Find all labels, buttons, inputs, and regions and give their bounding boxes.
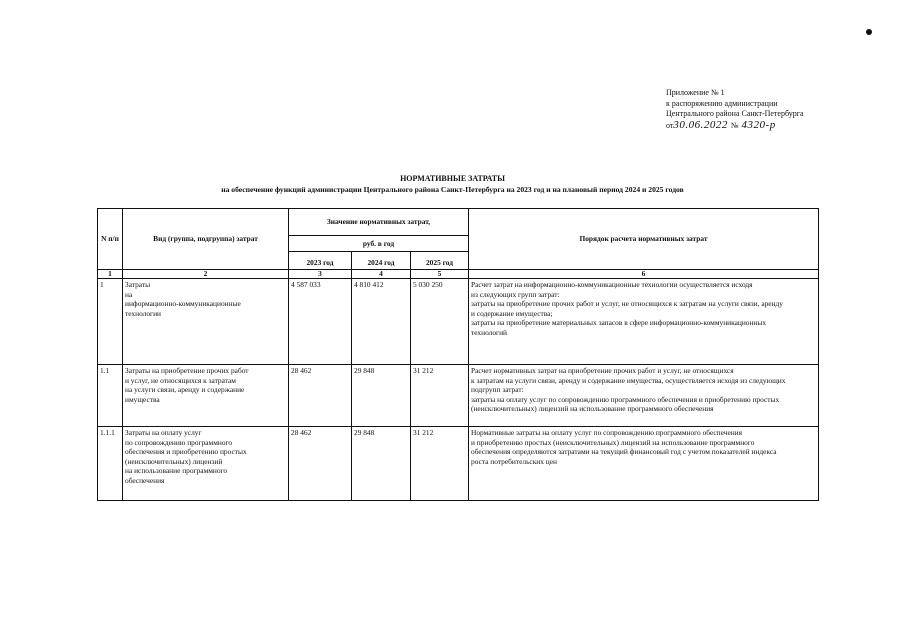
column-number: 3 xyxy=(289,270,352,279)
column-number: 4 xyxy=(352,270,411,279)
row-cost-type: Затраты на оплату услуг по сопровождению программного обеспечения и приобретению простых (неисключительных) лицензий на использование программного обеспечения xyxy=(123,427,289,501)
column-number: 5 xyxy=(411,270,469,279)
row-value-2024: 29 848 xyxy=(352,427,411,501)
row-method: Нормативные затраты на оплату услуг по сопровождению программного обеспечения и приобретению простых (неисключительных) лицензий на использование программного обеспечения определяются затратами на текущий финансовый год с учетом показателей индекса роста потребительских цен xyxy=(469,427,819,501)
column-number: 6 xyxy=(469,270,819,279)
header-row-1 xyxy=(98,209,819,236)
header-value-group: Значение нормативных затрат, xyxy=(289,209,469,236)
row-value-2025: 31 212 xyxy=(411,365,469,427)
handwritten-number: 4320-р xyxy=(741,118,776,131)
row-value-2024: 4 810 412 xyxy=(352,279,411,365)
document-subtitle: на обеспечение функций администрации Центрального района Санкт-Петербурга на 2023 год и на плановый период 2024 и 2025 годов xyxy=(221,185,684,194)
appendix-block xyxy=(666,88,804,131)
appendix-line-2: к распоряжению администрации xyxy=(666,98,778,108)
table-row xyxy=(98,279,819,365)
row-value-2023: 4 587 033 xyxy=(289,279,352,365)
appendix-date-line xyxy=(666,120,804,132)
row-value-2025: 31 212 xyxy=(411,427,469,501)
row-value-2023: 28 462 xyxy=(289,427,352,501)
number-sign: № xyxy=(730,120,739,130)
header-year-2023: 2023 год xyxy=(289,252,352,270)
header-year-2024: 2024 год xyxy=(352,252,411,270)
column-number-row xyxy=(98,270,819,279)
row-value-2023: 28 462 xyxy=(289,365,352,427)
row-method: Расчет затрат на информационно-коммуникационные технологии осуществляется исходя из следующих групп затрат: затраты на приобретение прочих работ и услуг, не относящихся к затратам на услуги связи, аренду и содержание имущества; затраты на приобретение материальных запасов в сфере информационно-коммуникационных технологий xyxy=(469,279,819,365)
header-cost-type: Вид (группа, подгруппа) затрат xyxy=(123,209,289,270)
table-row xyxy=(98,427,819,501)
row-value-2024: 29 848 xyxy=(352,365,411,427)
normative-costs-table xyxy=(97,208,819,501)
header-method: Порядок расчета нормативных затрат xyxy=(469,209,819,270)
row-num: 1 xyxy=(98,279,123,365)
appendix-line-1: Приложение № 1 xyxy=(666,88,725,97)
row-num: 1.1.1 xyxy=(98,427,123,501)
row-cost-type: Затраты на информационно-коммуникационные технологии xyxy=(123,279,289,365)
column-number: 1 xyxy=(98,270,123,279)
header-num: N п/п xyxy=(98,209,123,270)
handwritten-date: 30.06.2022 xyxy=(673,118,728,131)
header-unit: руб. в год xyxy=(289,236,469,252)
date-prefix: от xyxy=(666,120,674,130)
table-row xyxy=(98,365,819,427)
ink-dot xyxy=(866,29,872,35)
row-num: 1.1 xyxy=(98,365,123,427)
row-method: Расчет нормативных затрат на приобретение прочих работ и услуг, не относящихся к затратам на услуги связи, аренду и содержание имущества, осуществляется исходя из следующих подгрупп затрат: затраты на оплату услуг по сопровождению программного обеспечения и приобретению простых (неисключительных) лицензий на использование программного обеспечения xyxy=(469,365,819,427)
column-number: 2 xyxy=(123,270,289,279)
document-title: НОРМАТИВНЫЕ ЗАТРАТЫ xyxy=(400,174,505,183)
row-cost-type: Затраты на приобретение прочих работ и услуг, не относящихся к затратам на услуги связи, аренду и содержание имущества xyxy=(123,365,289,427)
appendix-line-3: Центрального района Санкт-Петербурга xyxy=(666,109,804,118)
header-year-2025: 2025 год xyxy=(411,252,469,270)
row-value-2025: 5 030 250 xyxy=(411,279,469,365)
